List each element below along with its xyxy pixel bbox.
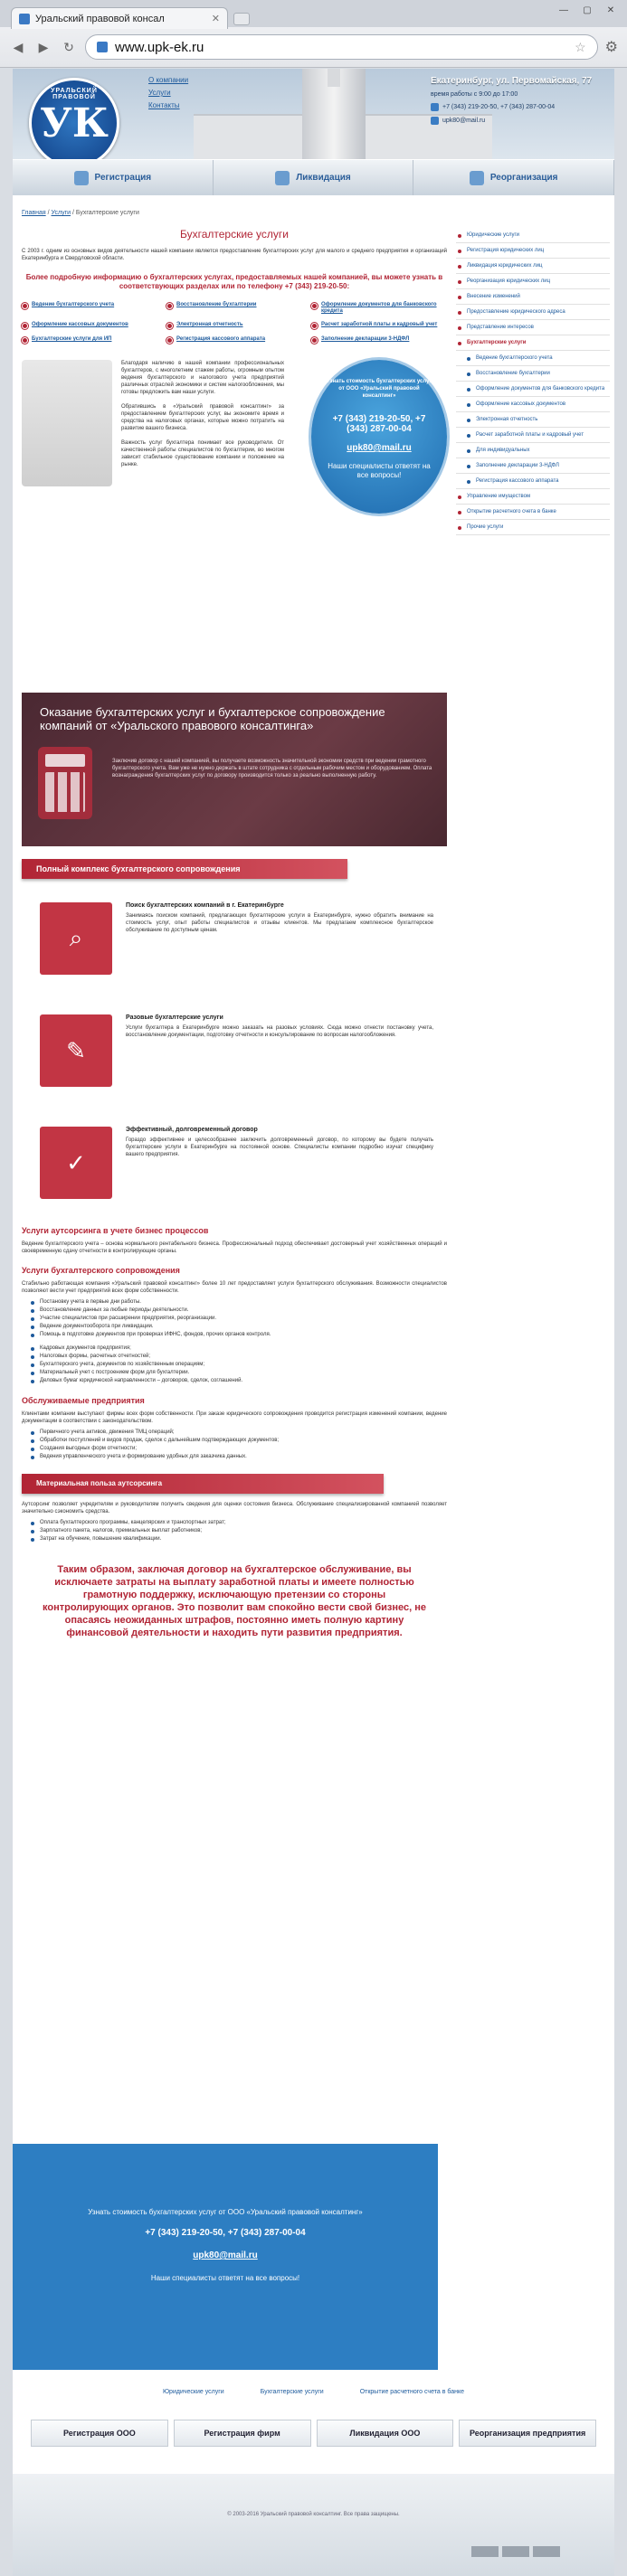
counter-badge[interactable] [471, 2546, 499, 2557]
list-item: Помощь в подготовке документов при проверках ИФНС, фондов, прочих органов контроля. [31, 1331, 447, 1339]
service-label: Оформление документов для банковского кредита [321, 302, 437, 314]
favicon-icon [19, 14, 30, 24]
list-item: Ведения управленческого учета и формирование удобных для заказчика данных. [31, 1453, 447, 1461]
toolbar [0, 27, 627, 67]
nav-liquidation[interactable] [214, 160, 414, 195]
page-title: Бухгалтерские услуги [179, 228, 290, 241]
office-photo [22, 360, 112, 486]
handshake-icon: ✓ [40, 1127, 112, 1199]
intro-paragraph: Благодаря наличию в нашей компании профессиональных бухгалтеров, с многолетним стажем работы, огромным опытом ведения бухгалтерского и налогового учета предприятий различных отраслей экономики и систем налогообложения, мы готовы предложить вам наши услуги. [121, 361, 284, 395]
cta-text: Узнать стоимость бухгалтерских услуг от ООО «Уральский правовой консалтинг» [88, 2208, 363, 2216]
close-tab-icon[interactable]: ✕ [211, 14, 220, 24]
cta-phone: +7 (343) 219-20-50, +7 (343) 287-00-04 [145, 2228, 306, 2238]
service-label: Оформление кассовых документов [32, 322, 128, 327]
tab-strip [0, 0, 627, 27]
logo-text: УК [40, 99, 109, 146]
sidebar-item[interactable]: Открытие расчетного счета в банке [456, 505, 610, 520]
browser-tab[interactable] [11, 7, 228, 29]
support-list [31, 1298, 447, 1339]
web-page [13, 69, 614, 2576]
breadcrumb-current: Бухгалтерские услуги [75, 210, 139, 216]
sidebar-item[interactable]: Регистрация юридических лиц [456, 243, 610, 259]
address-text: Екатеринбург, ул. Первомайская, 77 [431, 76, 593, 86]
list-item: Ведение документооборота при ликвидации. [31, 1323, 447, 1331]
sidebar-item[interactable]: Регистрация кассового аппарата [456, 474, 610, 489]
benefit-strip: Материальная польза аутсорсинга [22, 1474, 384, 1494]
service-link[interactable] [311, 302, 447, 315]
intro-paragraphs [121, 360, 284, 476]
feature-text: Гораздо эффективнее и целесообразнее заключить долговременный договор, по которому вы будете получать бухгалтерские услуги в Екатеринбурге на постоянной основе. Специалисты компании подробно изучат специфику вашего предприятия. [126, 1137, 433, 1157]
sidebar-item[interactable]: Для индивидуальных [456, 443, 610, 458]
footer-button-liquidation[interactable]: Ликвидация ООО [317, 2420, 454, 2447]
list-item: Первичного учета активов, движения ТМЦ операций; [31, 1429, 447, 1437]
feature-search [22, 892, 447, 991]
feature-onetime [22, 1004, 447, 1103]
email-row [431, 117, 612, 125]
service-link[interactable] [166, 322, 302, 329]
feature-title: Поиск бухгалтерских компаний в г. Екатеринбурге [126, 902, 284, 909]
sidebar-item[interactable]: Восстановление бухгалтерии [456, 366, 610, 382]
benefit-list [31, 1519, 447, 1543]
sidebar-item[interactable]: Ведение бухгалтерского учета [456, 351, 610, 366]
browser-chrome [0, 0, 627, 68]
list-item: Участие специалистов при расширении предприятия, реорганизации. [31, 1315, 447, 1323]
feature-title: Эффективный, долговременный договор [126, 1127, 258, 1133]
sidebar-item[interactable]: Ликвидация юридических лиц [456, 259, 610, 274]
sidebar-item[interactable]: Электронная отчетность [456, 412, 610, 428]
footer-bottom [13, 2474, 614, 2576]
url-text: www.upk-ek.ru [115, 39, 204, 55]
footer-link[interactable]: Юридические услуги [162, 2389, 224, 2395]
intro-paragraph: Обратившись в «Уральский правовой консалтинг» за предоставлением бухгалтерских услуг, вы экономите время и средства на налоговых органах, которые можно потратить на развитие вашего бизнеса. [121, 404, 284, 431]
calculator-icon [38, 747, 92, 819]
top-menu-contacts[interactable]: Контакты [148, 101, 180, 109]
footer-link[interactable]: Бухгалтерские услуги [260, 2389, 324, 2395]
list-item: Зарплатного пакета, налогов, премиальных выплат работников; [31, 1527, 447, 1535]
nav-label: Реорганизация [489, 173, 558, 183]
sidebar-item[interactable]: Внесение изменений [456, 289, 610, 305]
service-link[interactable] [311, 336, 447, 344]
worktime-row [431, 91, 612, 98]
bullet-icon [22, 337, 28, 344]
support-heading: Услуги бухгалтерского сопровождения [22, 1266, 180, 1275]
footer-menu [13, 2389, 614, 2395]
registration-icon [74, 171, 89, 185]
services-grid [22, 302, 447, 344]
mail-icon [431, 117, 439, 125]
cta-email[interactable]: upk80@mail.ru [193, 2250, 258, 2260]
sidebar-item[interactable]: Расчет заработной платы и кадровый учет [456, 428, 610, 443]
minimize-icon[interactable]: — [559, 5, 568, 15]
intro-section [22, 360, 447, 685]
address-bar[interactable] [85, 34, 598, 60]
benefit-text: Аутсорсинг позволяет учредителям и руководителям получить сведения для оценки состояния бизнеса. Обслуживание специализированной компанией позволяет значительно сэкономить средства. [22, 1502, 447, 1514]
obligations-list [31, 1429, 447, 1461]
list-item: Кадровых документов предприятия; [31, 1345, 447, 1353]
list-item: Создания выгодных форм отчетности; [31, 1445, 447, 1453]
email-link[interactable]: upk80@mail.ru [442, 118, 486, 124]
feature-body [126, 1127, 433, 1162]
bullet-icon [166, 303, 173, 309]
new-tab-button[interactable] [233, 13, 250, 25]
counter-badge[interactable] [533, 2546, 560, 2557]
service-link[interactable] [166, 336, 302, 344]
promo-ask: Наши специалисты ответят на все вопросы! [328, 462, 431, 479]
sidebar-item[interactable]: Заполнение декларации 3-НДФЛ [456, 458, 610, 474]
site-icon [97, 42, 108, 52]
service-label: Расчет заработной платы и кадровый учет [321, 322, 438, 327]
banner-title: Оказание бухгалтерских услуг и бухгалтерское сопровождение компаний от «Уральского правового консалтинга» [40, 705, 385, 732]
service-label: Восстановление бухгалтерии [176, 302, 257, 307]
wrench-icon[interactable]: ⚙ [604, 40, 618, 55]
feature-body [126, 902, 433, 938]
obligations-text: Клиентами компании выступают фирмы всех форм собственности. При заказе юридического сопровождения проводится регистрация изменений компании, ведение документации в соответствии с законодательством. [22, 1411, 447, 1424]
forward-icon[interactable]: ▶ [38, 39, 49, 54]
footer-button-reorganization[interactable]: Реорганизация предприятия [459, 2420, 596, 2447]
conclusion-quote: Таким образом, заключая договор на бухгалтерское обслуживание, вы исключаете затраты на выплату заработной платы и имеете полностью грамотную поддержку, исключающую претензии со стороны контролирующих органов. Это позволит вам спокойно вести свой бизнес, не опасаясь неожиданных штрафов, постоянно иметь полную картину финансовой деятельности и находить пути развития предприятия. [43, 1564, 426, 1638]
search-icon: ⌕ [40, 902, 112, 975]
feature-text: Услуги бухгалтера в Екатеринбурге можно заказать на разовых условиях. Сюда можно отнести постановку учета, восстановление документации, подготовку отчетности и консультирование по вопросам налогообложения. [126, 1025, 433, 1038]
header-contacts [431, 76, 612, 125]
sidebar-item[interactable]: Оформление документов для банковского кредита [456, 382, 610, 397]
service-link[interactable] [166, 302, 302, 315]
pen-icon: ✎ [40, 1014, 112, 1087]
site-header [13, 69, 614, 195]
service-link[interactable] [22, 322, 157, 329]
breadcrumb-services[interactable]: Услуги [51, 210, 71, 216]
breadcrumb-home[interactable]: Главная [22, 210, 46, 216]
sidebar-menu [456, 228, 610, 535]
complex-strip: Полный комплекс бухгалтерского сопровождения [22, 859, 347, 879]
sidebar-item[interactable]: Юридические услуги [456, 228, 610, 243]
list-item: Бухгалтерского учета, документов по хозяйственным операциям; [31, 1361, 447, 1369]
main-content [22, 228, 447, 1639]
nav-reorganization[interactable] [413, 160, 614, 195]
bullet-icon [166, 337, 173, 344]
phone-text: +7 (343) 219-20-50, +7 (343) 287-00-04 [442, 104, 556, 110]
worktime-text: время работы с 9:00 до 17:00 [431, 91, 518, 98]
list-item: Деловых бумаг юридической направленности – договоров, сделок, соглашений. [31, 1377, 447, 1385]
list-item: Постановку учета в первые дни работы. [31, 1298, 447, 1307]
lead-text: Более подробную информацию о бухгалтерских услугах, предоставляемых нашей компанией, вы можете узнать в соответствующих разделах или по телефону +7 (343) 219-20-50: [25, 273, 443, 290]
nav-registration[interactable] [13, 160, 214, 195]
breadcrumb: Главная / Услуги / Бухгалтерские услуги [22, 210, 139, 216]
footer-button-register-firm[interactable]: Регистрация фирм [174, 2420, 311, 2447]
feature-text: Занимаясь поиском компаний, предлагающих бухгалтерские услуги в Екатеринбурге, нужно обратить внимание на стоимость услуг, опыт работы специалистов и отзывы клиентов. Мы предлагаем комплексное бухгалтерское обслуживание по доступным ценам. [126, 913, 433, 933]
service-link[interactable] [311, 322, 447, 329]
price-cta-block [13, 2144, 438, 2370]
bullet-icon [22, 303, 28, 309]
logo-ring-text: УРАЛЬСКИЙ ПРАВОВОЙ [51, 88, 98, 100]
sidebar-item[interactable]: Прочие услуги [456, 520, 610, 535]
counter-badge[interactable] [502, 2546, 529, 2557]
support-text: Стабильно работающая компания «Уральский правовой консалтинг» более 10 лет предоставляет услуги бухгалтерского обслуживания. Возможности специалистов позволяют вести учет предприятий всех форм собственности. [22, 1281, 447, 1294]
sidebar-item[interactable]: Управление имуществом [456, 489, 610, 505]
accounting-list [31, 1345, 447, 1385]
bullet-icon [311, 303, 318, 309]
liquidation-icon [275, 171, 290, 185]
bullet-icon [166, 323, 173, 329]
tab-title: Уральский правовой консал [35, 13, 165, 24]
feature-body [126, 1014, 433, 1043]
sidebar-item[interactable]: Бухгалтерские услуги [456, 335, 610, 351]
service-label: Заполнение декларации 3-НДФЛ [321, 336, 410, 342]
list-item: Оплата бухгалтерского программы, канцелярских и транспортных затрат; [31, 1519, 447, 1527]
main-nav [13, 159, 614, 195]
sidebar-item[interactable]: Представление интересов [456, 320, 610, 335]
bullet-icon [311, 323, 318, 329]
sidebar-item[interactable]: Предоставление юридического адреса [456, 305, 610, 320]
service-label: Электронная отчетность [176, 322, 243, 327]
services-banner [22, 693, 447, 846]
reorganization-icon [470, 171, 484, 185]
phone-icon [431, 103, 439, 111]
counters [471, 2546, 560, 2557]
list-item: Затрат на обучение, повышение квалификации. [31, 1535, 447, 1543]
cta-ask: Наши специалисты ответят на все вопросы! [150, 2274, 300, 2282]
sidebar-item[interactable]: Оформление кассовых документов [456, 397, 610, 412]
copyright-text: © 2003-2016 Уральский правовой консалтинг. Все права защищены. [227, 2512, 400, 2517]
list-item: Восстановление данных за любые периоды деятельности. [31, 1307, 447, 1315]
bookmark-star-icon[interactable]: ☆ [575, 39, 586, 54]
service-link[interactable] [22, 302, 157, 315]
reload-icon[interactable]: ↻ [63, 39, 74, 54]
window-controls [555, 5, 620, 18]
promo-text: Узнать стоимость бухгалтерских услуг от ООО «Уральский правовой консалтинг» [327, 379, 432, 399]
outsourcing-heading: Услуги аутсорсинга в учете бизнес процессов [22, 1226, 209, 1235]
close-window-icon[interactable]: ✕ [606, 5, 615, 15]
footer-button-register-llc[interactable]: Регистрация ООО [31, 2420, 168, 2447]
back-icon[interactable]: ◀ [13, 39, 24, 54]
footer-link[interactable]: Открытие расчетного счета в банке [359, 2389, 465, 2395]
list-item: Налоговых формы, расчетных отчетностей; [31, 1353, 447, 1361]
footer-buttons [31, 2420, 596, 2447]
sidebar-item[interactable]: Реорганизация юридических лиц [456, 274, 610, 289]
top-menu [148, 76, 188, 114]
top-menu-about[interactable]: О компании [148, 76, 189, 84]
phone-row [431, 103, 612, 111]
service-label: Регистрация кассового аппарата [176, 336, 266, 342]
intro-text: С 2003 г. одним из основных видов деятельности нашей компании является предоставление бухгалтерских услуг для малого и среднего предприятия и организаций Екатеринбурга и Свердловской области. [22, 249, 447, 261]
bullet-icon [311, 337, 318, 344]
feature-contract [22, 1116, 447, 1215]
service-label: Ведение бухгалтерского учета [32, 302, 115, 307]
obligations-heading: Обслуживаемые предприятия [22, 1396, 145, 1405]
promo-phone: +7 (343) 219-20-50, +7 (343) 287-00-04 [332, 414, 426, 434]
feature-title: Разовые бухгалтерские услуги [126, 1014, 223, 1021]
banner-text: Заключив договор с нашей компанией, вы получаете возможность значительной экономии средств при ведении грамотного бухгалтерского учета. Вам уже не нужно держать в штате сотрудника с отдельным рабочим местом и оборудованием. Оплата вознаграждения бухгалтерских услуг по договору производится только за реально выполненную работу. [112, 759, 432, 778]
service-label: Бухгалтерские услуги для ИП [32, 336, 112, 342]
site-logo[interactable] [29, 78, 119, 168]
outsourcing-text: Ведение бухгалтерского учета – основа нормального рентабельного бизнеса. Профессиональный подход обеспечивает достоверный учет хозяйственных операций и своевременную сдачу отчетности в контролирующие органы. [22, 1241, 447, 1254]
list-item: Обработки поступлений и видов продаж, сделок с дальнейшим подтверждающих документов; [31, 1437, 447, 1445]
promo-email[interactable]: upk80@mail.ru [347, 443, 412, 453]
nav-label: Регистрация [94, 173, 152, 183]
list-item: Материальный учет с построением форм для бухгалтерии. [31, 1369, 447, 1377]
intro-paragraph: Важность услуг бухгалтера понимает все руководители. От качественной работы специалистов по бухгалтерии, во многом зависит стабильное существование компании и положение на рынке. [121, 440, 284, 467]
bullet-icon [22, 323, 28, 329]
price-promo-circle [311, 360, 447, 514]
service-link[interactable] [22, 336, 157, 344]
maximize-icon[interactable]: ▢ [583, 5, 592, 15]
top-menu-services[interactable]: Услуги [148, 89, 171, 97]
nav-label: Ликвидация [296, 173, 351, 183]
